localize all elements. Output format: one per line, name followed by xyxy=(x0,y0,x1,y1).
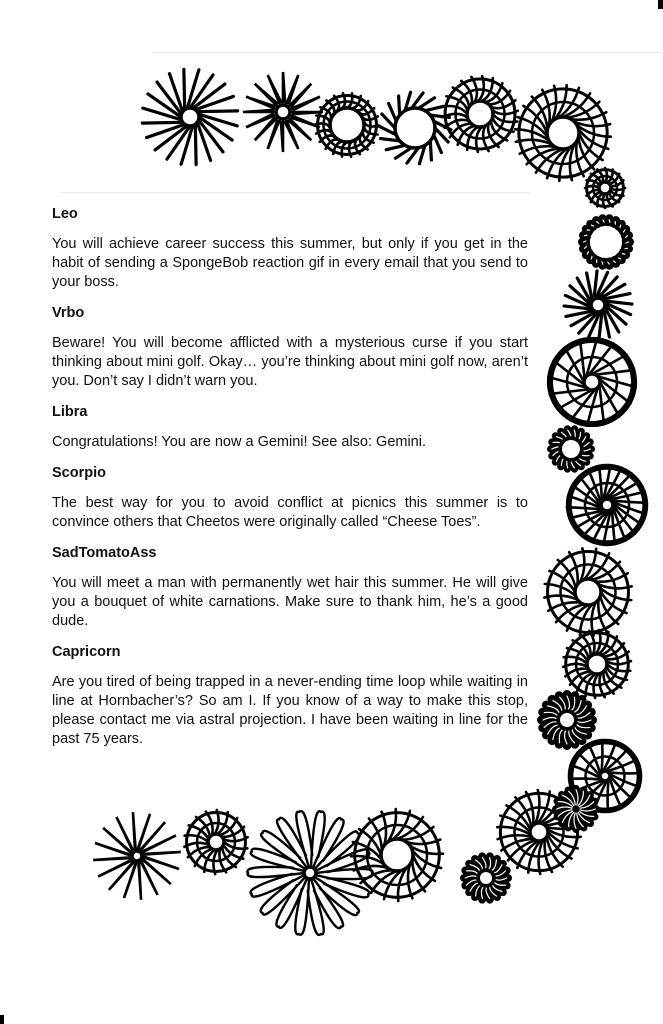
flower-ornament-icon xyxy=(537,690,597,750)
horoscope-text: Congratulations! You are now a Gemini! See also: Gemini. xyxy=(52,434,426,450)
flower-ornament-icon xyxy=(578,214,634,270)
flower-ornament-icon xyxy=(563,630,631,698)
horoscope-entry xyxy=(52,205,528,292)
sign-heading: Capricorn xyxy=(52,644,121,660)
horoscope-entry xyxy=(52,304,528,391)
flower-ornament-icon xyxy=(548,338,635,425)
sign-heading: Scorpio xyxy=(52,465,106,481)
flower-ornament-icon xyxy=(544,548,631,635)
horoscope-entry xyxy=(52,403,528,452)
flower-ornament-icon xyxy=(247,811,372,935)
flower-ornament-icon xyxy=(142,69,237,164)
sign-heading: SadTomatoAss xyxy=(52,545,157,561)
horoscope-text: The best way for you to avoid conflict at picnics this summer is to convince others that Cheetos were originally called “Cheese Toes”. xyxy=(52,495,528,530)
flower-ornament-icon xyxy=(552,785,600,833)
horoscope-text: Beware! You will become afflicted with a mysterious curse if you start thinking about mini golf. Okay… you’re thinking about mini golf now, aren’t you. Don’t say I didn’t warn you. xyxy=(52,335,528,389)
flower-ornament-icon xyxy=(515,85,611,181)
horoscope-text: Are you tired of being trapped in a never-ending time loop while waiting in line at Hornbacher’s? So am I. If you know of a way to make this stop, please contact me via astral projection. I have been waiting in line for the past 75 years. xyxy=(52,674,528,747)
horoscope-entry xyxy=(52,643,528,749)
horoscope-text: You will meet a man with permanently wet hair this summer. He will give you a bouquet of white carnations. Make sure to thank him, he’s a good dude. xyxy=(52,575,528,629)
horoscope-text: You will achieve career success this summer, but only if you get in the habit of sending a SpongeBob reaction gif in every email that you send to your boss. xyxy=(52,236,528,290)
flower-ornament-icon xyxy=(585,168,625,208)
sign-heading: Libra xyxy=(52,404,88,420)
flower-ornament-icon xyxy=(547,425,595,472)
sign-heading: Leo xyxy=(52,206,78,222)
flower-ornament-icon xyxy=(93,812,181,900)
flower-ornament-icon xyxy=(184,810,247,874)
flower-ornament-icon xyxy=(442,76,518,152)
flower-ornament-icon xyxy=(460,852,512,903)
horoscope-list xyxy=(52,205,528,761)
flower-ornament-icon xyxy=(351,809,443,901)
sign-heading: Vrbo xyxy=(52,305,85,321)
flower-ornament-icon xyxy=(315,93,379,156)
flower-ornament-icon xyxy=(243,72,323,152)
flower-ornament-icon xyxy=(564,271,632,339)
horoscope-entry xyxy=(52,544,528,631)
flower-ornament-icon xyxy=(379,92,451,163)
horoscope-entry xyxy=(52,464,528,532)
flower-ornament-icon xyxy=(567,465,647,545)
